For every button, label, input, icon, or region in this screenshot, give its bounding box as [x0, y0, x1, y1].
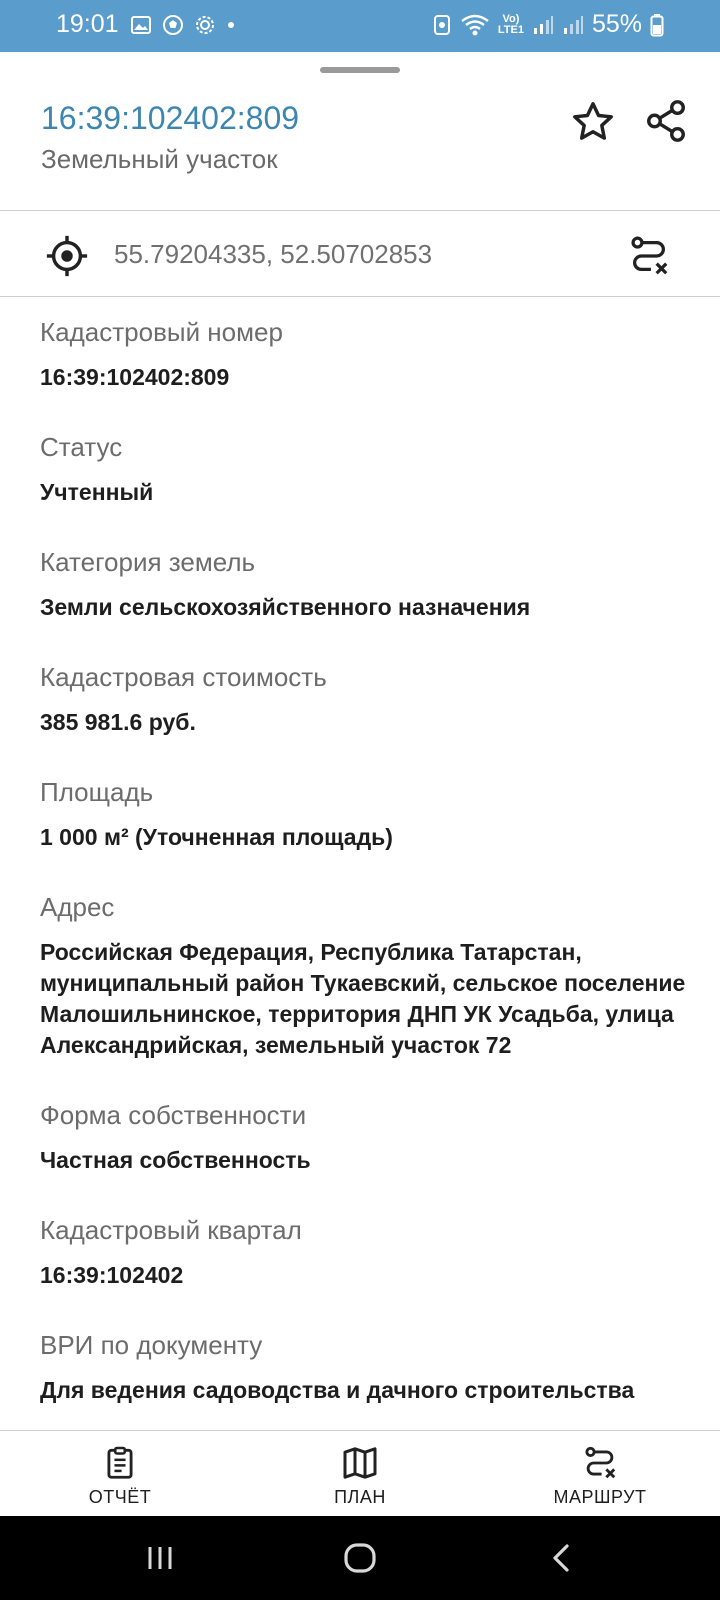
field-value: Российская Федерация, Республика Татарстан, муниципальный район Тукаевский, сельское поселение Малошильнинское, территория ДНП УК Усадьба, улица Александрийская, земельный участок 72 [40, 939, 686, 1058]
field-cadastral-number [40, 316, 700, 393]
field-label: Адрес [40, 892, 115, 922]
field-label: Форма собственности [40, 1100, 307, 1130]
home-button[interactable] [338, 1538, 382, 1578]
recent-apps-button[interactable] [138, 1538, 182, 1578]
nav-route-label: МАРШРУТ [553, 1487, 647, 1507]
field-ownership [40, 1099, 700, 1176]
coordinates-text[interactable]: 55.79204335, 52.50702853 [114, 239, 433, 269]
field-address [40, 891, 700, 1061]
parcel-header [0, 78, 720, 210]
back-button[interactable] [540, 1538, 584, 1578]
nav-plan-label: ПЛАН [334, 1487, 386, 1507]
field-value: Для ведения садоводства и дачного строительства [40, 1377, 635, 1403]
route-icon [580, 1443, 620, 1483]
nav-report-label: ОТЧЁТ [88, 1487, 152, 1507]
wifi-icon [460, 13, 490, 37]
field-label: Площадь [40, 777, 154, 807]
field-cadastral-value [40, 661, 700, 738]
bottom-navigation [0, 1430, 720, 1516]
star-icon [570, 99, 616, 145]
field-value: Земли сельскохозяйственного назначения [40, 594, 531, 620]
field-label: Статус [40, 432, 123, 462]
coordinates-row [0, 211, 720, 297]
recent-apps-icon [144, 1542, 176, 1574]
field-land-category [40, 546, 700, 623]
field-label: Кадастровый квартал [40, 1215, 302, 1245]
battery-icon [650, 13, 664, 37]
signal-icon-2 [562, 14, 584, 36]
field-value: 385 981.6 руб. [40, 709, 196, 735]
volte-label: Vo) [502, 12, 520, 25]
back-icon [546, 1542, 578, 1574]
status-time: 19:01 [56, 10, 119, 38]
field-permitted-use [40, 1329, 700, 1406]
field-status [40, 431, 700, 508]
route-icon [626, 233, 672, 279]
drag-handle[interactable] [320, 67, 400, 73]
battery-saver-icon [432, 13, 452, 37]
status-bar [0, 0, 720, 52]
field-label: Кадастровая стоимость [40, 662, 327, 692]
locate-button[interactable] [42, 231, 92, 281]
battery-percent: 55% [591, 10, 642, 38]
field-label: Категория земель [40, 547, 256, 577]
system-status-icons [432, 10, 664, 39]
gallery-icon [130, 14, 152, 36]
network-label: LTE1 [497, 23, 524, 36]
field-label: ВРИ по документу [40, 1330, 263, 1360]
field-label: Кадастровый номер [40, 317, 283, 347]
volte-icon [498, 14, 524, 36]
map-icon [340, 1443, 380, 1483]
settings-cog-icon [194, 14, 216, 36]
divider [0, 296, 720, 297]
field-value: Учтенный [40, 479, 154, 505]
system-navigation-bar [0, 1516, 720, 1600]
notification-icons [130, 14, 236, 36]
share-button[interactable] [638, 93, 694, 149]
home-icon [342, 1540, 378, 1576]
parcel-details[interactable] [40, 300, 700, 1430]
field-area [40, 776, 700, 853]
field-cadastral-quarter [40, 1214, 700, 1291]
football-icon [162, 14, 184, 36]
dot-icon [226, 20, 236, 30]
signal-icon [532, 14, 554, 36]
field-value: 16:39:102402 [40, 1262, 184, 1288]
nav-route[interactable] [510, 1431, 690, 1517]
page-subtitle: Земельный участок [41, 144, 278, 174]
page-title: 16:39:102402:809 [41, 100, 300, 136]
field-value: Частная собственность [40, 1147, 311, 1173]
route-button[interactable] [624, 231, 674, 281]
field-value: 16:39:102402:809 [40, 364, 230, 390]
favorite-button[interactable] [566, 95, 620, 149]
nav-plan[interactable] [270, 1431, 450, 1517]
clipboard-icon [100, 1443, 140, 1483]
share-icon [643, 98, 689, 144]
field-value: 1 000 м² (Уточненная площадь) [40, 824, 393, 850]
nav-report[interactable] [30, 1431, 210, 1517]
crosshair-icon [44, 233, 90, 279]
